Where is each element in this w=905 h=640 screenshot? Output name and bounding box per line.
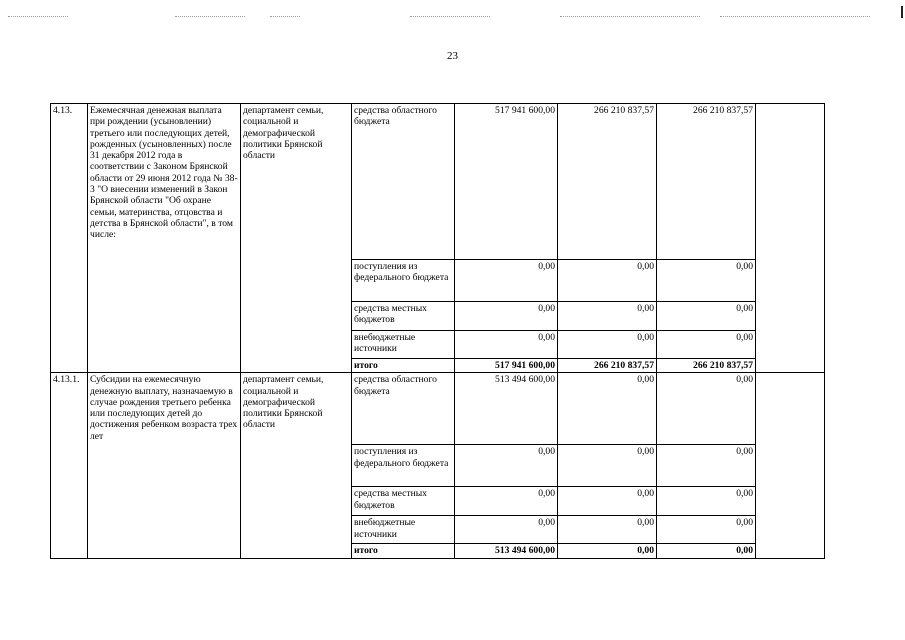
budget-table <box>50 103 825 559</box>
amount-2: 0,00 <box>558 260 657 302</box>
page-number: 23 <box>447 50 458 62</box>
funding-source: средства областного бюджета <box>352 373 455 445</box>
amount-2: 266 210 837,57 <box>558 359 657 373</box>
amount-2: 0,00 <box>558 516 657 544</box>
amount-2: 0,00 <box>558 487 657 516</box>
table-row <box>51 373 825 445</box>
amount-1: 0,00 <box>455 331 558 359</box>
item-code: 4.13.1. <box>51 373 88 558</box>
amount-1: 0,00 <box>455 302 558 331</box>
empty-cell <box>756 104 825 373</box>
amount-3: 0,00 <box>657 445 756 487</box>
funding-source: внебюджетные источники <box>352 516 455 544</box>
empty-cell <box>756 373 825 558</box>
funding-source: средства областного бюджета <box>352 104 455 260</box>
amount-3: 0,00 <box>657 544 756 558</box>
amount-1: 517 941 600,00 <box>455 359 558 373</box>
amount-3: 266 210 837,57 <box>657 104 756 260</box>
item-name: Ежемесячная денежная выплата при рождении (усыновлении) третьего или последующих детей, рожденных (усыновленных) после 31 декабря 2012 года в соответствии с Законом Брянской области от 29 июня 2012 года № 38-3 "О внесении изменений в Закон Брянской области "Об охране семьи, материнства, отцовства и детства в Брянской области", в том числе: <box>88 104 241 373</box>
item-executor: департамент семьи, социальной и демографической политики Брянской области <box>241 373 352 558</box>
funding-source: итого <box>352 544 455 558</box>
amount-3: 0,00 <box>657 373 756 445</box>
table-row <box>51 104 825 260</box>
amount-1: 0,00 <box>455 516 558 544</box>
amount-3: 0,00 <box>657 260 756 302</box>
funding-source: поступления из федерального бюджета <box>352 445 455 487</box>
amount-3: 0,00 <box>657 516 756 544</box>
funding-source: средства местных бюджетов <box>352 487 455 516</box>
funding-source: итого <box>352 359 455 373</box>
funding-source: средства местных бюджетов <box>352 302 455 331</box>
item-executor: департамент семьи, социальной и демографической политики Брянской области <box>241 104 352 373</box>
amount-2: 0,00 <box>558 373 657 445</box>
amount-1: 0,00 <box>455 445 558 487</box>
amount-1: 0,00 <box>455 260 558 302</box>
amount-2: 0,00 <box>558 331 657 359</box>
funding-source: внебюджетные источники <box>352 331 455 359</box>
scan-edge-mark <box>901 6 903 18</box>
amount-3: 0,00 <box>657 302 756 331</box>
scan-top-edge <box>0 6 905 20</box>
amount-1: 513 494 600,00 <box>455 544 558 558</box>
amount-2: 0,00 <box>558 544 657 558</box>
item-name: Субсидии на ежемесячную денежную выплату, назначаемую в случае рождения третьего ребенка или последующих детей до достижения ребенком возраста трех лет <box>88 373 241 558</box>
amount-2: 0,00 <box>558 302 657 331</box>
amount-1: 517 941 600,00 <box>455 104 558 260</box>
item-code: 4.13. <box>51 104 88 373</box>
amount-1: 513 494 600,00 <box>455 373 558 445</box>
amount-2: 266 210 837,57 <box>558 104 657 260</box>
funding-source: поступления из федерального бюджета <box>352 260 455 302</box>
amount-3: 0,00 <box>657 331 756 359</box>
amount-3: 266 210 837,57 <box>657 359 756 373</box>
amount-1: 0,00 <box>455 487 558 516</box>
amount-3: 0,00 <box>657 487 756 516</box>
amount-2: 0,00 <box>558 445 657 487</box>
